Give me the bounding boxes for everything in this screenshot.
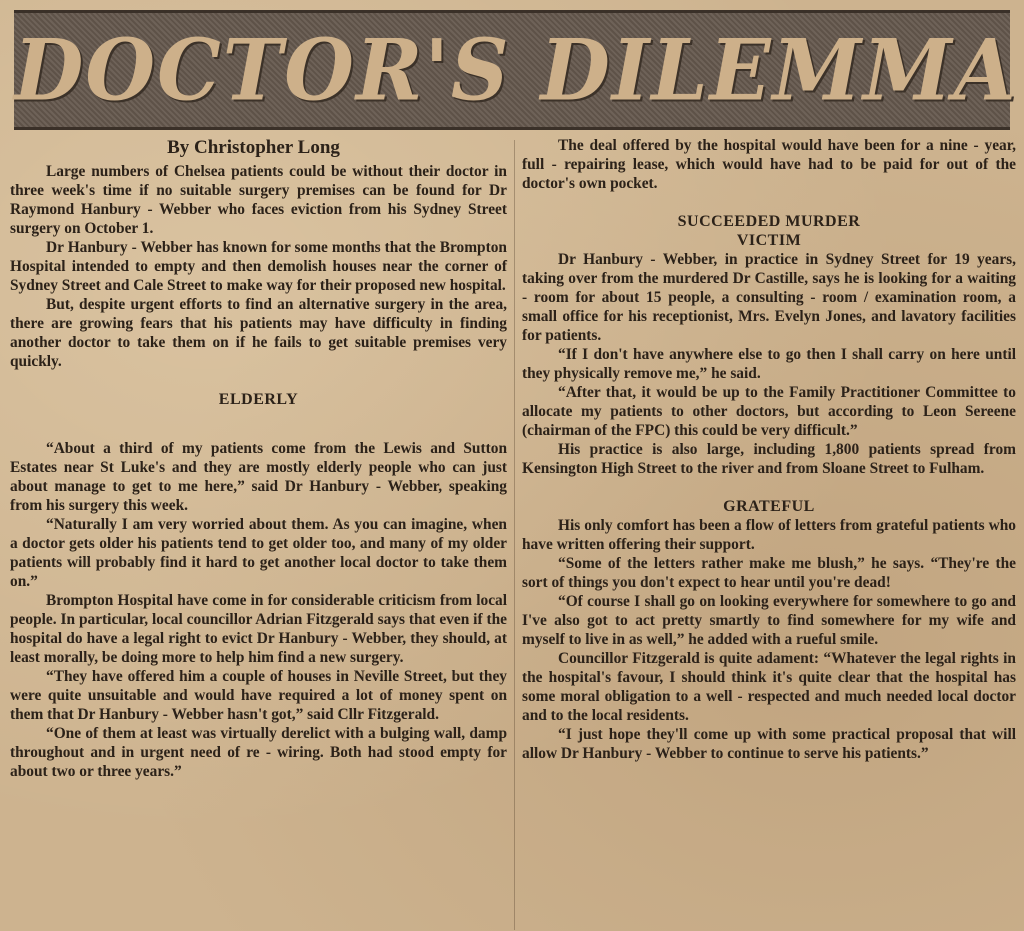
subhead-succeeded-murder: SUCCEEDED MURDER [677, 213, 861, 230]
paragraph: The deal offered by the hospital would have been for a nine - year, full - repairing lease, which would have had to be paid for out of the doctor's own pocket. [522, 137, 1016, 192]
subhead-elderly: ELDERLY [218, 391, 299, 408]
paragraph: Dr Hanbury - Webber has known for some months that the Brompton Hospital intended to empty and then demolish houses near the corner of Sydney Street and Cale Street to make way for their proposed new hospital. [10, 239, 507, 294]
paragraph: His practice is also large, including 1,800 patients spread from Kensington High Street to the river and from Sloane Street to Fulham. [522, 441, 1016, 477]
paragraph: His only comfort has been a flow of letters from grateful patients who have written offering their support. [522, 517, 1016, 553]
paragraph: “About a third of my patients come from the Lewis and Sutton Estates near St Luke's and they are mostly elderly people who can just about manage to get to me here,” said Dr Hanbury - Webber, speaking from his surgery this week. [10, 440, 507, 514]
column-divider [514, 140, 515, 930]
paragraph: Dr Hanbury - Webber, in practice in Sydney Street for 19 years, taking over from the murdered Dr Castille, says he is looking for a waiting - room for about 15 people, a consulting - room / examination room, a small office for his receptionist, Mrs. Evelyn Jones, and lavatory facilities for patients. [522, 251, 1016, 344]
paragraph: But, despite urgent efforts to find an alternative surgery in the area, there are growing fears that his patients may have difficulty in finding another doctor to take them on if he fails to get suitable premises very quickly. [10, 296, 507, 370]
paragraph: “Of course I shall go on looking everywhere for somewhere to go and I've also got to act pretty smartly to find somewhere for my wife and myself to live in as well,” he added with a rueful smile. [522, 593, 1016, 648]
paragraph: “I just hope they'll come up with some practical proposal that will allow Dr Hanbury - Webber to continue to serve his patients.” [522, 726, 1016, 762]
paragraph: “If I don't have anywhere else to go then I shall carry on here until they physically remove me,” he said. [522, 346, 1016, 382]
paragraph: “Naturally I am very worried about them. As you can imagine, when a doctor gets older his patients tend to get older too, and many of my older patients will probably find it hard to get another local doctor to take them on.” [10, 516, 507, 590]
byline: By Christopher Long [167, 137, 340, 158]
paragraph: Large numbers of Chelsea patients could be without their doctor in three week's time if no suitable surgery premises can be found for Dr Raymond Hanbury - Webber who faces eviction from his Sydney Street surgery on October 1. [10, 163, 507, 237]
headline-banner [14, 10, 1018, 130]
left-column [10, 136, 507, 931]
paragraph: “After that, it would be up to the Family Practitioner Committee to allocate my patients to other doctors, but according to Leon Sereene (chairman of the FPC) this could be very difficult.” [522, 384, 1016, 439]
headline: DOCTOR'S DILEMMA [14, 20, 1018, 120]
subhead-victim: VICTIM [736, 232, 802, 249]
paragraph: “Some of the letters rather make me blush,” he says. “They're the sort of things you don't expect to hear until you're dead! [522, 555, 1016, 591]
paragraph: Councillor Fitzgerald is quite adament: “Whatever the legal rights in the hospital's favour, I should think it's quite clear that the hospital has some moral obligation to a well - respected and much needed local doctor and to the local residents. [522, 650, 1016, 724]
paragraph: “They have offered him a couple of houses in Neville Street, but they were quite unsuitable and would have required a lot of money spent on them that Dr Hanbury - Webber hasn't got,” said Cllr Fitzgerald. [10, 668, 507, 723]
right-column [522, 136, 1016, 931]
paragraph: Brompton Hospital have come in for considerable criticism from local people. In particular, local councillor Adrian Fitzgerald says that even if the hospital do have a legal right to evict Dr Hanbury - Webber, they should, at least morally, be doing more to help him find a new surgery. [10, 592, 507, 666]
paragraph: “One of them at least was virtually derelict with a bulging wall, damp throughout and in urgent need of re - wiring. Both had stood empty for about two or three years.” [10, 725, 507, 780]
subhead-grateful: GRATEFUL [723, 498, 815, 515]
